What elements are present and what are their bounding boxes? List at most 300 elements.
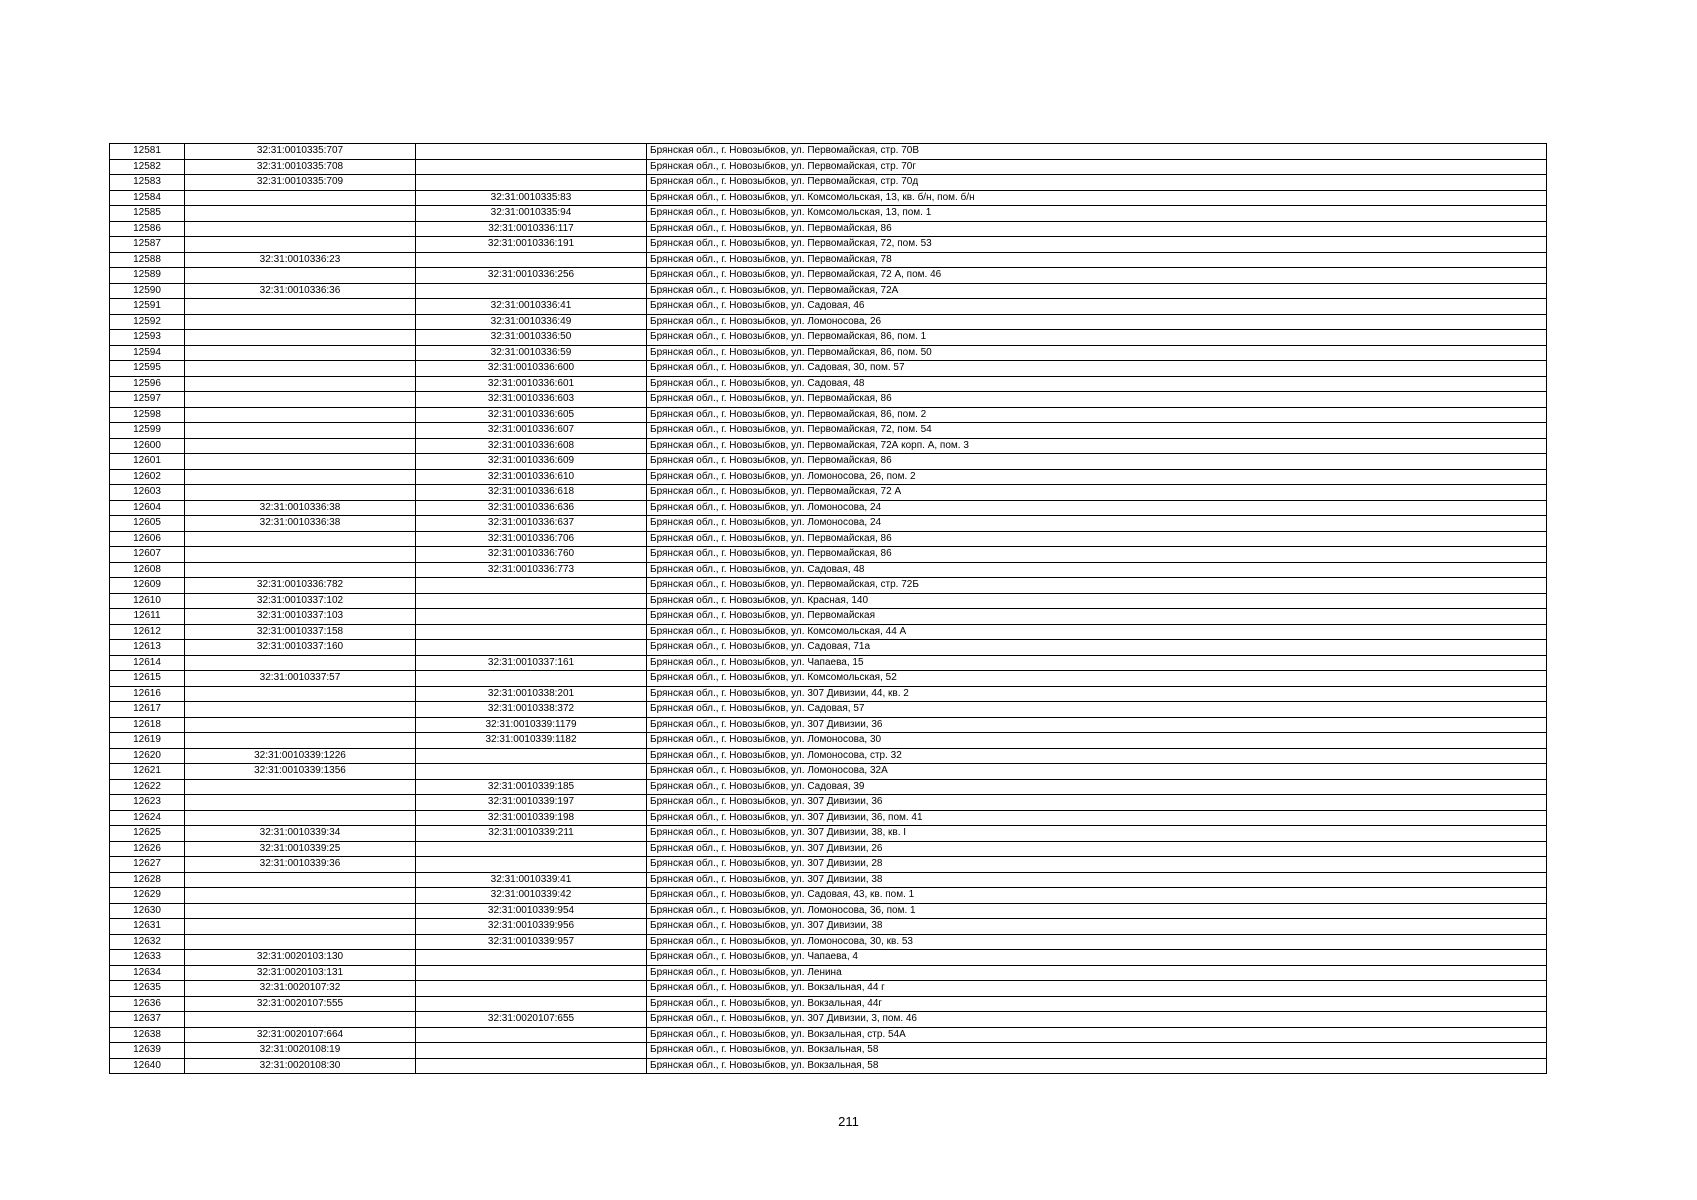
address-cell: Брянская обл., г. Новозыбков, ул. Ломоносова, 24 [647, 516, 1547, 532]
address-cell: Брянская обл., г. Новозыбков, ул. Первомайская, 86 [647, 547, 1547, 563]
cadastral-number-cell [185, 717, 416, 733]
cadastral-number-cell [185, 345, 416, 361]
page-number: 211 [838, 1114, 859, 1129]
related-cadastral-number-cell: 32:31:0010336:117 [416, 221, 647, 237]
table-row [110, 578, 1547, 594]
row-number-cell: 12622 [110, 779, 185, 795]
table-row [110, 996, 1547, 1012]
row-number-cell: 12628 [110, 872, 185, 888]
table-row [110, 733, 1547, 749]
table-row [110, 361, 1547, 377]
row-number-cell: 12599 [110, 423, 185, 439]
related-cadastral-number-cell [416, 1027, 647, 1043]
address-cell: Брянская обл., г. Новозыбков, ул. Садовая, 39 [647, 779, 1547, 795]
table-row [110, 268, 1547, 284]
cadastral-number-cell [185, 795, 416, 811]
cadastral-number-cell: 32:31:0020108:19 [185, 1043, 416, 1059]
row-number-cell: 12611 [110, 609, 185, 625]
row-number-cell: 12596 [110, 376, 185, 392]
cadastral-number-cell: 32:31:0010336:38 [185, 516, 416, 532]
cadastral-number-cell [185, 903, 416, 919]
table-row [110, 438, 1547, 454]
row-number-cell: 12627 [110, 857, 185, 873]
address-cell: Брянская обл., г. Новозыбков, ул. Комсомольская, 44 А [647, 624, 1547, 640]
row-number-cell: 12631 [110, 919, 185, 935]
related-cadastral-number-cell [416, 159, 647, 175]
table-row [110, 965, 1547, 981]
row-number-cell: 12618 [110, 717, 185, 733]
table-row [110, 593, 1547, 609]
related-cadastral-number-cell: 32:31:0010336:773 [416, 562, 647, 578]
related-cadastral-number-cell [416, 144, 647, 160]
table-row [110, 717, 1547, 733]
table-row [110, 655, 1547, 671]
table-row [110, 190, 1547, 206]
related-cadastral-number-cell: 32:31:0010336:59 [416, 345, 647, 361]
cadastral-number-cell: 32:31:0010339:34 [185, 826, 416, 842]
related-cadastral-number-cell: 32:31:0010335:83 [416, 190, 647, 206]
table-row [110, 376, 1547, 392]
row-number-cell: 12605 [110, 516, 185, 532]
cadastral-number-cell: 32:31:0020103:130 [185, 950, 416, 966]
table-row [110, 810, 1547, 826]
related-cadastral-number-cell: 32:31:0010336:256 [416, 268, 647, 284]
cadastral-number-cell [185, 655, 416, 671]
row-number-cell: 12609 [110, 578, 185, 594]
related-cadastral-number-cell [416, 671, 647, 687]
cadastral-number-cell: 32:31:0010337:160 [185, 640, 416, 656]
row-number-cell: 12591 [110, 299, 185, 315]
address-cell: Брянская обл., г. Новозыбков, ул. Ломоносова, 26 [647, 314, 1547, 330]
cadastral-number-cell: 32:31:0010336:23 [185, 252, 416, 268]
address-cell: Брянская обл., г. Новозыбков, ул. Садовая, 48 [647, 562, 1547, 578]
address-cell: Брянская обл., г. Новозыбков, ул. 307 Дивизии, 44, кв. 2 [647, 686, 1547, 702]
cadastral-number-cell: 32:31:0010337:102 [185, 593, 416, 609]
address-cell: Брянская обл., г. Новозыбков, ул. 307 Дивизии, 26 [647, 841, 1547, 857]
related-cadastral-number-cell [416, 996, 647, 1012]
table-row [110, 423, 1547, 439]
table-row [110, 857, 1547, 873]
address-cell: Брянская обл., г. Новозыбков, ул. Первомайская, 72 А [647, 485, 1547, 501]
related-cadastral-number-cell: 32:31:0010339:197 [416, 795, 647, 811]
address-cell: Брянская обл., г. Новозыбков, ул. Красная, 140 [647, 593, 1547, 609]
row-number-cell: 12583 [110, 175, 185, 191]
table-row [110, 764, 1547, 780]
table-row [110, 206, 1547, 222]
cadastral-number-cell [185, 423, 416, 439]
cadastral-number-cell [185, 299, 416, 315]
table-row [110, 609, 1547, 625]
table-row [110, 330, 1547, 346]
related-cadastral-number-cell: 32:31:0010338:372 [416, 702, 647, 718]
table-row [110, 872, 1547, 888]
related-cadastral-number-cell: 32:31:0010339:954 [416, 903, 647, 919]
related-cadastral-number-cell: 32:31:0010336:636 [416, 500, 647, 516]
row-number-cell: 12621 [110, 764, 185, 780]
row-number-cell: 12625 [110, 826, 185, 842]
table-row [110, 981, 1547, 997]
table-row [110, 392, 1547, 408]
cadastral-number-cell: 32:31:0010337:103 [185, 609, 416, 625]
cadastral-number-cell [185, 810, 416, 826]
cadastral-number-cell: 32:31:0010337:57 [185, 671, 416, 687]
address-cell: Брянская обл., г. Новозыбков, ул. Комсомольская, 13, пом. 1 [647, 206, 1547, 222]
cadastral-number-cell: 32:31:0020103:131 [185, 965, 416, 981]
related-cadastral-number-cell: 32:31:0010336:605 [416, 407, 647, 423]
cadastral-number-cell: 32:31:0010339:1356 [185, 764, 416, 780]
row-number-cell: 12619 [110, 733, 185, 749]
row-number-cell: 12626 [110, 841, 185, 857]
address-cell: Брянская обл., г. Новозыбков, ул. Ломоносова, 36, пом. 1 [647, 903, 1547, 919]
cadastral-number-cell: 32:31:0010336:36 [185, 283, 416, 299]
related-cadastral-number-cell [416, 624, 647, 640]
row-number-cell: 12638 [110, 1027, 185, 1043]
cadastral-number-cell [185, 221, 416, 237]
related-cadastral-number-cell: 32:31:0010336:760 [416, 547, 647, 563]
table-row [110, 795, 1547, 811]
address-cell: Брянская обл., г. Новозыбков, ул. Первомайская, 78 [647, 252, 1547, 268]
row-number-cell: 12607 [110, 547, 185, 563]
table-row [110, 469, 1547, 485]
related-cadastral-number-cell [416, 175, 647, 191]
cadastral-number-cell: 32:31:0010339:25 [185, 841, 416, 857]
address-cell: Брянская обл., г. Новозыбков, ул. 307 Дивизии, 38 [647, 872, 1547, 888]
table-row [110, 950, 1547, 966]
table-row [110, 485, 1547, 501]
related-cadastral-number-cell [416, 1058, 647, 1074]
cadastral-number-cell: 32:31:0010335:707 [185, 144, 416, 160]
cadastral-number-cell: 32:31:0010339:36 [185, 857, 416, 873]
related-cadastral-number-cell: 32:31:0010335:94 [416, 206, 647, 222]
table-row [110, 159, 1547, 175]
row-number-cell: 12581 [110, 144, 185, 160]
table-row [110, 826, 1547, 842]
row-number-cell: 12587 [110, 237, 185, 253]
cadastral-number-cell: 32:31:0010339:1226 [185, 748, 416, 764]
related-cadastral-number-cell [416, 764, 647, 780]
table-row [110, 299, 1547, 315]
cadastral-number-cell: 32:31:0010336:782 [185, 578, 416, 594]
address-cell: Брянская обл., г. Новозыбков, ул. Первомайская, 72А [647, 283, 1547, 299]
table-row [110, 1027, 1547, 1043]
address-cell: Брянская обл., г. Новозыбков, ул. 307 Дивизии, 38, кв. I [647, 826, 1547, 842]
cadastral-number-cell [185, 190, 416, 206]
table-row [110, 779, 1547, 795]
cadastral-number-cell [185, 361, 416, 377]
row-number-cell: 12623 [110, 795, 185, 811]
table-row [110, 1043, 1547, 1059]
address-cell: Брянская обл., г. Новозыбков, ул. Ломоносова, стр. 32 [647, 748, 1547, 764]
row-number-cell: 12616 [110, 686, 185, 702]
related-cadastral-number-cell: 32:31:0010339:198 [416, 810, 647, 826]
cadastral-number-cell [185, 562, 416, 578]
address-cell: Брянская обл., г. Новозыбков, ул. Чапаева, 15 [647, 655, 1547, 671]
table-row [110, 345, 1547, 361]
address-cell: Брянская обл., г. Новозыбков, ул. Садовая, 30, пом. 57 [647, 361, 1547, 377]
address-cell: Брянская обл., г. Новозыбков, ул. Комсомольская, 13, кв. б/н, пом. б/н [647, 190, 1547, 206]
row-number-cell: 12614 [110, 655, 185, 671]
related-cadastral-number-cell: 32:31:0010337:161 [416, 655, 647, 671]
address-cell: Брянская обл., г. Новозыбков, ул. Комсомольская, 52 [647, 671, 1547, 687]
table-row [110, 500, 1547, 516]
cadastral-number-cell [185, 888, 416, 904]
related-cadastral-number-cell [416, 578, 647, 594]
table-row [110, 686, 1547, 702]
row-number-cell: 12589 [110, 268, 185, 284]
cadastral-number-cell: 32:31:0020107:32 [185, 981, 416, 997]
table-row [110, 671, 1547, 687]
table-row [110, 888, 1547, 904]
row-number-cell: 12632 [110, 934, 185, 950]
address-cell: Брянская обл., г. Новозыбков, ул. Первомайская, стр. 70В [647, 144, 1547, 160]
cadastral-number-cell [185, 237, 416, 253]
row-number-cell: 12593 [110, 330, 185, 346]
address-cell: Брянская обл., г. Новозыбков, ул. 307 Дивизии, 28 [647, 857, 1547, 873]
row-number-cell: 12613 [110, 640, 185, 656]
address-cell: Брянская обл., г. Новозыбков, ул. 307 Дивизии, 36, пом. 41 [647, 810, 1547, 826]
table-body [110, 144, 1547, 1074]
address-cell: Брянская обл., г. Новозыбков, ул. Первомайская, стр. 70д [647, 175, 1547, 191]
address-cell: Брянская обл., г. Новозыбков, ул. Вокзальная, 44г [647, 996, 1547, 1012]
cadastral-number-cell [185, 779, 416, 795]
table-row [110, 531, 1547, 547]
row-number-cell: 12595 [110, 361, 185, 377]
related-cadastral-number-cell: 32:31:0010336:50 [416, 330, 647, 346]
cadastral-number-cell [185, 702, 416, 718]
table-row [110, 624, 1547, 640]
row-number-cell: 12608 [110, 562, 185, 578]
address-cell: Брянская обл., г. Новозыбков, ул. Первомайская, 86, пом. 1 [647, 330, 1547, 346]
address-cell: Брянская обл., г. Новозыбков, ул. Вокзальная, стр. 54А [647, 1027, 1547, 1043]
row-number-cell: 12629 [110, 888, 185, 904]
cadastral-number-cell: 32:31:0010336:38 [185, 500, 416, 516]
related-cadastral-number-cell: 32:31:0010336:608 [416, 438, 647, 454]
row-number-cell: 12615 [110, 671, 185, 687]
address-cell: Брянская обл., г. Новозыбков, ул. Ломоносова, 24 [647, 500, 1547, 516]
address-cell: Брянская обл., г. Новозыбков, ул. Садовая, 57 [647, 702, 1547, 718]
table-row [110, 903, 1547, 919]
related-cadastral-number-cell: 32:31:0010338:201 [416, 686, 647, 702]
related-cadastral-number-cell [416, 609, 647, 625]
related-cadastral-number-cell: 32:31:0010336:609 [416, 454, 647, 470]
table-row [110, 144, 1547, 160]
address-cell: Брянская обл., г. Новозыбков, ул. Первомайская, 86 [647, 531, 1547, 547]
cadastral-number-cell [185, 438, 416, 454]
table-row [110, 562, 1547, 578]
address-cell: Брянская обл., г. Новозыбков, ул. Садовая, 48 [647, 376, 1547, 392]
cadastral-number-cell [185, 376, 416, 392]
table-row [110, 314, 1547, 330]
related-cadastral-number-cell: 32:31:0010339:41 [416, 872, 647, 888]
related-cadastral-number-cell [416, 1043, 647, 1059]
related-cadastral-number-cell: 32:31:0010336:618 [416, 485, 647, 501]
related-cadastral-number-cell [416, 841, 647, 857]
row-number-cell: 12594 [110, 345, 185, 361]
row-number-cell: 12610 [110, 593, 185, 609]
row-number-cell: 12624 [110, 810, 185, 826]
related-cadastral-number-cell [416, 640, 647, 656]
address-cell: Брянская обл., г. Новозыбков, ул. Первомайская, 86 [647, 392, 1547, 408]
row-number-cell: 12635 [110, 981, 185, 997]
address-cell: Брянская обл., г. Новозыбков, ул. Вокзальная, 58 [647, 1058, 1547, 1074]
row-number-cell: 12602 [110, 469, 185, 485]
row-number-cell: 12636 [110, 996, 185, 1012]
cadastral-number-cell [185, 733, 416, 749]
related-cadastral-number-cell: 32:31:0010336:603 [416, 392, 647, 408]
table-row [110, 547, 1547, 563]
cadastral-number-cell [185, 407, 416, 423]
related-cadastral-number-cell: 32:31:0020107:655 [416, 1012, 647, 1028]
address-cell: Брянская обл., г. Новозыбков, ул. 307 Дивизии, 36 [647, 795, 1547, 811]
address-cell: Брянская обл., г. Новозыбков, ул. Первомайская, 86 [647, 454, 1547, 470]
related-cadastral-number-cell: 32:31:0010336:706 [416, 531, 647, 547]
related-cadastral-number-cell: 32:31:0010339:1182 [416, 733, 647, 749]
cadastral-number-cell: 32:31:0020107:664 [185, 1027, 416, 1043]
related-cadastral-number-cell [416, 950, 647, 966]
related-cadastral-number-cell [416, 965, 647, 981]
table-row [110, 919, 1547, 935]
address-cell: Брянская обл., г. Новозыбков, ул. Садовая, 46 [647, 299, 1547, 315]
table-row [110, 252, 1547, 268]
address-cell: Брянская обл., г. Новозыбков, ул. Первомайская, 72, пом. 53 [647, 237, 1547, 253]
table-row [110, 237, 1547, 253]
row-number-cell: 12585 [110, 206, 185, 222]
cadastral-number-cell [185, 919, 416, 935]
cadastral-number-cell [185, 469, 416, 485]
row-number-cell: 12637 [110, 1012, 185, 1028]
cadastral-number-cell: 32:31:0010335:708 [185, 159, 416, 175]
address-cell: Брянская обл., г. Новозыбков, ул. Первомайская, 72А корп. А, пом. 3 [647, 438, 1547, 454]
table-row [110, 516, 1547, 532]
address-cell: Брянская обл., г. Новозыбков, ул. 307 Дивизии, 38 [647, 919, 1547, 935]
cadastral-number-cell [185, 686, 416, 702]
table-row [110, 748, 1547, 764]
related-cadastral-number-cell [416, 857, 647, 873]
table-row [110, 841, 1547, 857]
address-cell: Брянская обл., г. Новозыбков, ул. Первомайская, 72, пом. 54 [647, 423, 1547, 439]
cadastral-number-cell [185, 314, 416, 330]
row-number-cell: 12639 [110, 1043, 185, 1059]
related-cadastral-number-cell: 32:31:0010336:49 [416, 314, 647, 330]
cadastral-number-cell [185, 531, 416, 547]
cadastral-number-cell [185, 485, 416, 501]
table-row [110, 454, 1547, 470]
table-row [110, 1058, 1547, 1074]
address-cell: Брянская обл., г. Новозыбков, ул. 307 Дивизии, 3, пом. 46 [647, 1012, 1547, 1028]
address-cell: Брянская обл., г. Новозыбков, ул. Первомайская, 72 А, пом. 46 [647, 268, 1547, 284]
cadastral-number-cell: 32:31:0020108:30 [185, 1058, 416, 1074]
row-number-cell: 12592 [110, 314, 185, 330]
row-number-cell: 12633 [110, 950, 185, 966]
address-cell: Брянская обл., г. Новозыбков, ул. Первомайская, стр. 70г [647, 159, 1547, 175]
related-cadastral-number-cell: 32:31:0010339:211 [416, 826, 647, 842]
related-cadastral-number-cell: 32:31:0010339:1179 [416, 717, 647, 733]
related-cadastral-number-cell: 32:31:0010336:191 [416, 237, 647, 253]
table-row [110, 407, 1547, 423]
address-cell: Брянская обл., г. Новозыбков, ул. Первомайская, 86, пом. 50 [647, 345, 1547, 361]
cadastral-number-cell [185, 330, 416, 346]
related-cadastral-number-cell [416, 283, 647, 299]
related-cadastral-number-cell: 32:31:0010339:42 [416, 888, 647, 904]
row-number-cell: 12603 [110, 485, 185, 501]
address-cell: Брянская обл., г. Новозыбков, ул. Ломоносова, 30, кв. 53 [647, 934, 1547, 950]
cadastral-number-cell [185, 547, 416, 563]
row-number-cell: 12586 [110, 221, 185, 237]
address-cell: Брянская обл., г. Новозыбков, ул. Ломоносова, 32А [647, 764, 1547, 780]
address-cell: Брянская обл., г. Новозыбков, ул. Чапаева, 4 [647, 950, 1547, 966]
row-number-cell: 12620 [110, 748, 185, 764]
row-number-cell: 12612 [110, 624, 185, 640]
table-row [110, 1012, 1547, 1028]
address-cell: Брянская обл., г. Новозыбков, ул. Садовая, 71а [647, 640, 1547, 656]
address-cell: Брянская обл., г. Новозыбков, ул. Первомайская, 86, пом. 2 [647, 407, 1547, 423]
related-cadastral-number-cell [416, 981, 647, 997]
row-number-cell: 12630 [110, 903, 185, 919]
address-cell: Брянская обл., г. Новозыбков, ул. Садовая, 43, кв. пом. 1 [647, 888, 1547, 904]
row-number-cell: 12634 [110, 965, 185, 981]
related-cadastral-number-cell: 32:31:0010336:41 [416, 299, 647, 315]
row-number-cell: 12588 [110, 252, 185, 268]
cadastral-number-cell [185, 206, 416, 222]
row-number-cell: 12582 [110, 159, 185, 175]
cadastral-number-cell [185, 872, 416, 888]
row-number-cell: 12604 [110, 500, 185, 516]
row-number-cell: 12600 [110, 438, 185, 454]
address-cell: Брянская обл., г. Новозыбков, ул. Ленина [647, 965, 1547, 981]
row-number-cell: 12597 [110, 392, 185, 408]
cadastral-number-cell [185, 392, 416, 408]
table-row [110, 175, 1547, 191]
related-cadastral-number-cell: 32:31:0010339:185 [416, 779, 647, 795]
table-row [110, 934, 1547, 950]
related-cadastral-number-cell [416, 593, 647, 609]
row-number-cell: 12617 [110, 702, 185, 718]
address-cell: Брянская обл., г. Новозыбков, ул. Первомайская, стр. 72Б [647, 578, 1547, 594]
row-number-cell: 12598 [110, 407, 185, 423]
address-cell: Брянская обл., г. Новозыбков, ул. Первомайская [647, 609, 1547, 625]
row-number-cell: 12601 [110, 454, 185, 470]
cadastral-number-cell [185, 454, 416, 470]
address-cell: Брянская обл., г. Новозыбков, ул. Первомайская, 86 [647, 221, 1547, 237]
related-cadastral-number-cell: 32:31:0010336:637 [416, 516, 647, 532]
related-cadastral-number-cell: 32:31:0010336:601 [416, 376, 647, 392]
row-number-cell: 12606 [110, 531, 185, 547]
cadastral-number-cell: 32:31:0010337:158 [185, 624, 416, 640]
row-number-cell: 12584 [110, 190, 185, 206]
address-cell: Брянская обл., г. Новозыбков, ул. 307 Дивизии, 36 [647, 717, 1547, 733]
cadastral-table [109, 143, 1547, 1074]
related-cadastral-number-cell: 32:31:0010336:607 [416, 423, 647, 439]
address-cell: Брянская обл., г. Новозыбков, ул. Ломоносова, 26, пом. 2 [647, 469, 1547, 485]
related-cadastral-number-cell [416, 252, 647, 268]
address-cell: Брянская обл., г. Новозыбков, ул. Ломоносова, 30 [647, 733, 1547, 749]
related-cadastral-number-cell: 32:31:0010339:957 [416, 934, 647, 950]
related-cadastral-number-cell: 32:31:0010336:610 [416, 469, 647, 485]
address-cell: Брянская обл., г. Новозыбков, ул. Вокзальная, 58 [647, 1043, 1547, 1059]
related-cadastral-number-cell: 32:31:0010336:600 [416, 361, 647, 377]
row-number-cell: 12590 [110, 283, 185, 299]
cadastral-number-cell [185, 1012, 416, 1028]
table-row [110, 221, 1547, 237]
address-cell: Брянская обл., г. Новозыбков, ул. Вокзальная, 44 г [647, 981, 1547, 997]
related-cadastral-number-cell: 32:31:0010339:956 [416, 919, 647, 935]
row-number-cell: 12640 [110, 1058, 185, 1074]
cadastral-number-cell [185, 934, 416, 950]
cadastral-number-cell: 32:31:0020107:555 [185, 996, 416, 1012]
table-row [110, 283, 1547, 299]
cadastral-number-cell: 32:31:0010335:709 [185, 175, 416, 191]
table-row [110, 640, 1547, 656]
